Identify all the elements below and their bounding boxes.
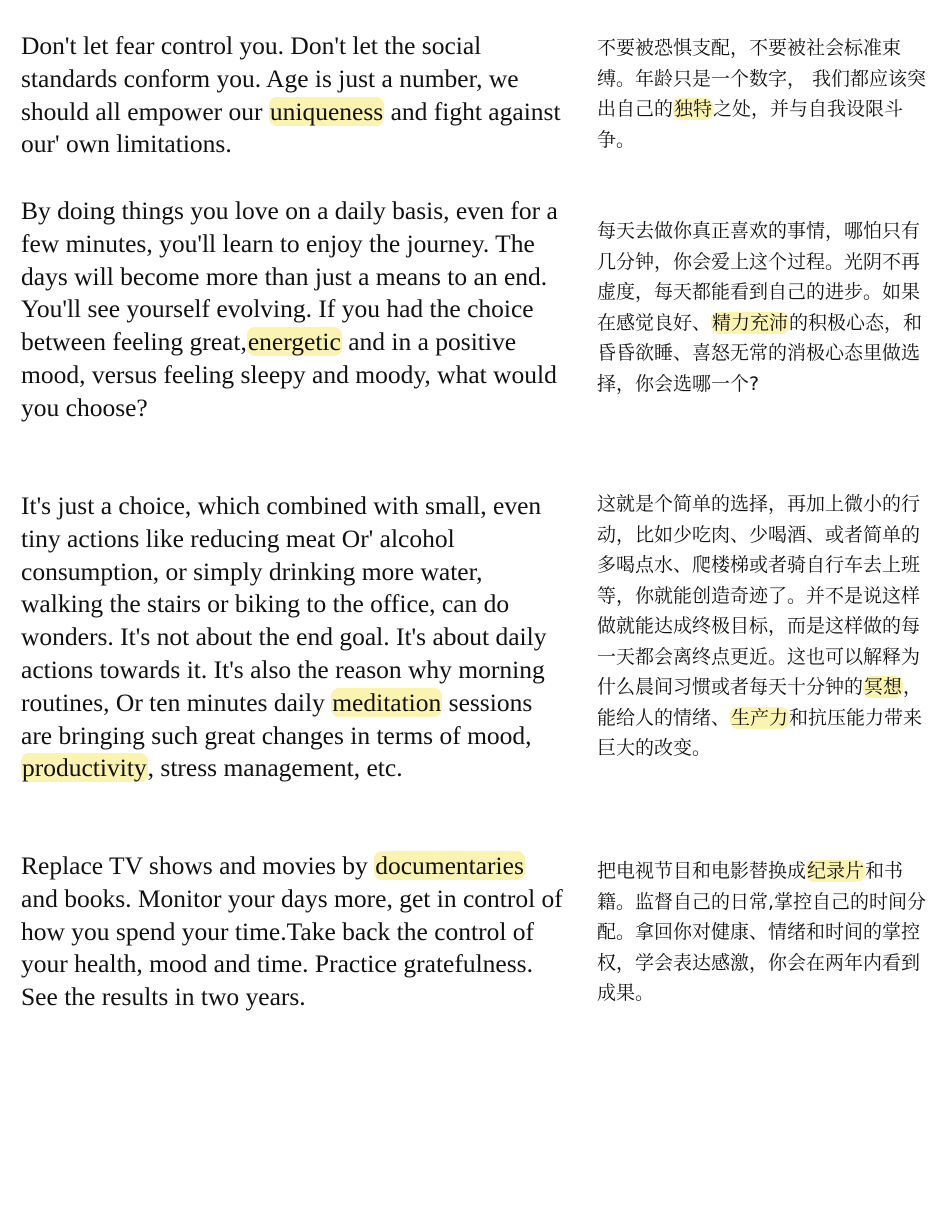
text-segment: 之处，并与自我设限斗争。 (597, 98, 904, 151)
english-paragraph-3 (21, 490, 566, 785)
text-segment: 和抗压能力带来巨大的改变。 (597, 706, 923, 759)
highlighted-word: 精力充沛 (712, 311, 789, 334)
highlighted-word: uniqueness (269, 96, 384, 126)
highlighted-word: 纪录片 (807, 860, 865, 882)
text-segment: ，能给人的情绪、 (597, 676, 923, 729)
text-segment: Don't let fear control you. Don't let the social standards conform you. Age is just a number, we should all empower our (21, 31, 519, 126)
text-segment: and in a positive mood, versus feeling sleepy and moody, what would you choose? (21, 327, 557, 422)
highlighted-word: documentaries (375, 851, 524, 880)
text-segment: 把电视节目和电影替换成 (597, 860, 807, 882)
text-segment: , stress management, etc. (147, 753, 403, 783)
highlighted-word: energetic (247, 327, 341, 357)
highlighted-word: 独特 (674, 98, 713, 120)
chinese-paragraph-2 (597, 216, 933, 399)
text-segment: and books. Monitor your days more, get in control of how you spend your time.Take back the control of your health, mood and time. Practice gratefulness. See the results in two years. (21, 883, 563, 1012)
text-segment: 这就是个简单的选择，再加上微小的行动，比如少吃肉、少喝酒、或者简单的多喝点水、爬楼梯或者骑自行车去上班等，你就能创造奇迹了。并不是说这样做就能达成终极目标，而是这样做的每一天都会离终点更近。这也可以解释为什么晨间习惯或者每天十分钟的 (597, 493, 921, 698)
highlighted-word: meditation (332, 687, 442, 717)
text-segment: It's just a choice, which combined with small, even tiny actions like reducing meat Or' alcohol consumption, or simply drinking more water, walking the stairs or biking to the office, can do wonders. It's not about the end goal. It's about daily actions towards it. It's also the reason why morning routines, Or ten minutes daily (21, 491, 547, 717)
text-segment: sessions are bringing such great changes in terms of mood, (21, 687, 533, 750)
english-paragraph-1 (21, 30, 566, 161)
text-segment: 和书籍。监督自己的日常,掌控自己的时间分配。拿回你对健康、情绪和时间的掌控权，学会表达感激，你会在两年内看到成果。 (597, 860, 927, 1004)
highlighted-word: productivity (22, 753, 147, 783)
chinese-paragraph-1 (597, 33, 933, 155)
text-segment: 不要被恐惧支配，不要被社会标准束缚。年龄只是一个数字， 我们都应该突出自己的 (597, 37, 927, 120)
chinese-paragraph-3 (597, 489, 933, 764)
text-segment: By doing things you love on a daily basis, even for a few minutes, you'll learn to enjoy the journey. The days will become more than just a means to an end. You'll see yourself evolving. If you had the choice between feeling great, (21, 196, 558, 357)
text-segment: 每天去做你真正喜欢的事情，哪怕只有几分钟，你会爱上这个过程。光阴不再虚度，每天都能看到自己的进步。如果在感觉良好、 (597, 220, 921, 334)
chinese-paragraph-4 (597, 856, 933, 1009)
text-segment: and fight against our' own limitations. (21, 96, 561, 159)
text-segment: 的积极心态，和昏昏欲睡、喜怒无常的消极心态里做选择，你会选哪一个? (597, 311, 923, 395)
highlighted-word: 冥想 (864, 676, 903, 698)
english-paragraph-4 (21, 850, 566, 1014)
english-paragraph-2 (21, 195, 566, 425)
highlighted-word: 生产力 (731, 706, 789, 729)
text-segment: Replace TV shows and movies by (21, 851, 375, 880)
